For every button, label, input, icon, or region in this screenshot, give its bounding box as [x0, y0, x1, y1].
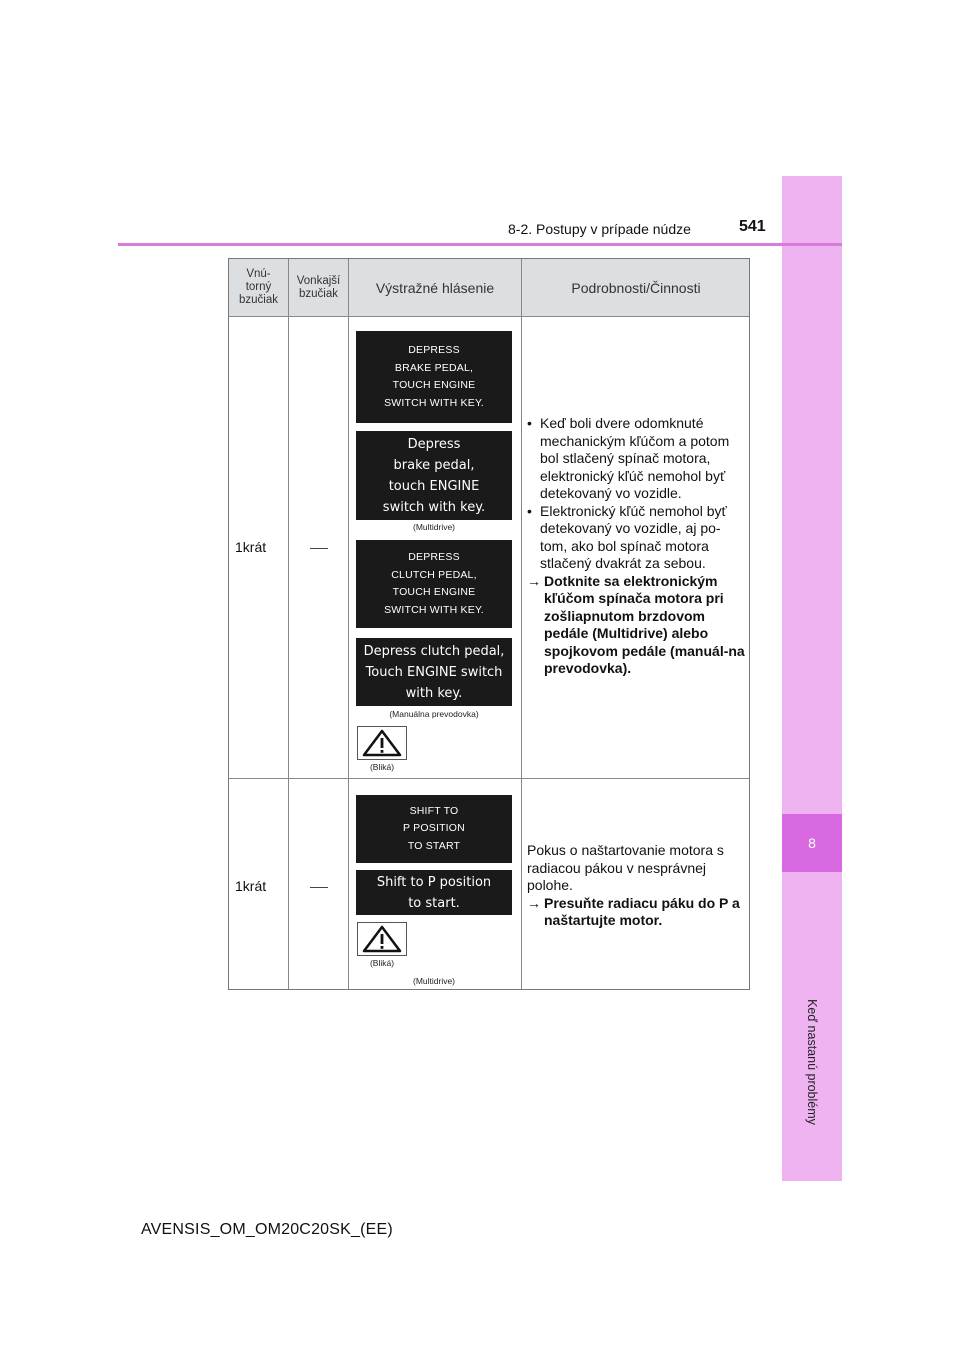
col-details: Podrobnosti/Činnosti	[571, 279, 701, 296]
arrow-icon: →	[527, 572, 541, 589]
detail-action: → Dotknite sa elektronickým kľúčom spínača motora pri zošliapnutom brzdovom pedále (Multidrive) alebo spojkovom pedále (manuál-na prevodovka).	[527, 572, 745, 676]
col-divider	[348, 259, 349, 989]
warning-display-brake-mixed: Depress brake pedal, touch ENGINE switch with key.	[356, 431, 512, 520]
row1-internal-buzzer: 1krát	[235, 539, 267, 555]
warning-display-clutch-caps: DEPRESS CLUTCH PEDAL, TOUCH ENGINE SWITCH WITH KEY.	[356, 540, 512, 628]
col-divider	[288, 259, 289, 989]
warning-display-brake-caps: DEPRESS BRAKE PEDAL, TOUCH ENGINE SWITCH WITH KEY.	[356, 331, 512, 423]
caption-blinking: (Bliká)	[369, 762, 395, 772]
row2-external-buzzer-dash	[310, 887, 328, 888]
detail-bullet: • Keď boli dvere odomknuté mechanickým kľúčom a potom bol stlačený spínač motora, elektronický kľúč nemohol byť detekovaný vo vozidle.	[527, 415, 747, 503]
chapter-title: Keď nastanú problémy	[805, 999, 819, 1125]
section-title: 8-2. Postupy v prípade núdze	[508, 221, 691, 237]
row1-details	[527, 415, 747, 678]
caption-multidrive: (Multidrive)	[412, 522, 456, 532]
col-internal-buzzer: Vnú- torný bzučiak	[239, 268, 278, 306]
page-number: 541	[739, 218, 766, 235]
document-code: AVENSIS_OM_OM20C20SK_(EE)	[141, 1221, 393, 1238]
col-external-buzzer: Vonkajší bzučiak	[296, 274, 341, 300]
chapter-side-tab	[782, 176, 842, 1181]
row2-details	[527, 842, 747, 930]
col-warning-message: Výstražné hlásenie	[375, 279, 495, 296]
warning-triangle-icon	[357, 726, 407, 760]
warning-display-shift-mixed: Shift to P position to start.	[356, 870, 512, 915]
detail-bullet: • Elektronický kľúč nemohol byť detekovaný vo vozidle, aj po-tom, ako bol spínač motora stlačený dvakrát za sebou.	[527, 503, 747, 573]
detail-action: → Presuňte radiacu páku do P a naštartujte motor.	[527, 894, 740, 928]
warning-table	[228, 258, 750, 990]
warning-display-shift-caps: SHIFT TO P POSITION TO START	[356, 795, 512, 863]
arrow-icon: →	[527, 894, 541, 911]
warning-triangle-icon	[357, 922, 407, 956]
chapter-number: 8	[782, 814, 842, 872]
row-divider	[229, 778, 749, 779]
col-divider	[521, 259, 522, 989]
row2-internal-buzzer: 1krát	[235, 878, 267, 894]
row1-external-buzzer-dash	[310, 548, 328, 549]
detail-text: Pokus o naštartovanie motora s radiacou pákou v nesprávnej polohe.	[527, 842, 724, 893]
row-divider	[229, 316, 749, 317]
caption-blinking: (Bliká)	[369, 958, 395, 968]
caption-manual-transmission: (Manuálna prevodovka)	[389, 709, 479, 719]
header-rule	[118, 243, 842, 246]
warning-display-clutch-mixed: Depress clutch pedal, Touch ENGINE switch with key.	[356, 638, 512, 706]
caption-multidrive: (Multidrive)	[412, 976, 456, 986]
